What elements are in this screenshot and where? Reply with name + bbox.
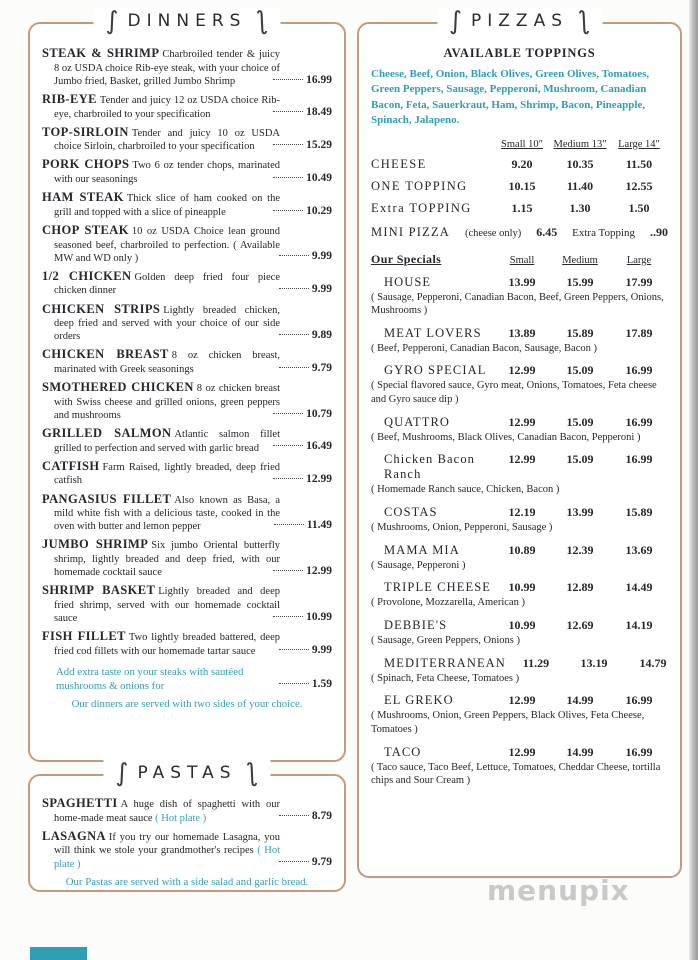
menu-item bbox=[42, 223, 332, 265]
menu-item-price: 12.99 bbox=[273, 564, 332, 578]
menu-item bbox=[42, 347, 332, 376]
menu-item-desc: Charbroiled tender & juicy 8 oz USDA choice Rib-eye steak, with your choice of Jumbo fried, Basket, grilled Jumbo Shrimp bbox=[54, 49, 280, 87]
scan-artifact-bottom-left bbox=[30, 947, 87, 960]
pizza-special bbox=[371, 656, 668, 686]
menu-item-price: 16.49 bbox=[273, 439, 332, 453]
flourish-icon bbox=[449, 8, 462, 33]
pizza-special-price-medium: 12.39 bbox=[566, 542, 594, 557]
menu-item bbox=[42, 583, 332, 625]
pizza-special-toppings: ( Sausage, Pepperoni, Canadian Bacon, Beef, Green Peppers, Onions, Mushrooms ) bbox=[371, 291, 664, 317]
menu-item-desc: Lightly breaded and deep fried shrimp, served with our homemade cocktail sauce bbox=[54, 586, 280, 624]
pizza-special-toppings: ( Taco sauce, Taco Beef, Lettuce, Tomatoes, Cheddar Cheese, tortilla chips and Sour Cream ) bbox=[371, 761, 661, 787]
pizza-special-price-small: 13.99 bbox=[508, 274, 536, 289]
pizza-price-small: 1.15 bbox=[511, 200, 533, 215]
pizza-special-price-large: 16.99 bbox=[625, 414, 653, 429]
pizza-special-row bbox=[371, 363, 668, 378]
pizza-special-name: DEBBIE'S bbox=[384, 617, 448, 632]
pizza-special-name: TACO bbox=[384, 744, 422, 759]
menu-item-name: SMOTHERED CHICKEN bbox=[42, 380, 194, 395]
menu-item-name: CHOP STEAK bbox=[42, 222, 129, 237]
pizza-special bbox=[371, 275, 668, 318]
pizza-special-price-large: 14.79 bbox=[639, 655, 667, 670]
pizza-special-name: EL GREKO bbox=[384, 693, 454, 708]
menu-item-name: TOP-SIRLOIN bbox=[42, 124, 129, 139]
menu-item-desc: A huge dish of spaghetti with our home-made meat sauce bbox=[54, 799, 280, 824]
pizza-special-row bbox=[371, 656, 668, 671]
pastas-items bbox=[42, 796, 332, 871]
pizza-special-price-large: 16.99 bbox=[625, 744, 653, 759]
size-header-small: Small 10" bbox=[501, 138, 543, 150]
menu-item-price: 11.49 bbox=[274, 518, 332, 532]
pastas-note: Our Pastas are served with a side salad and garlic bread. bbox=[65, 875, 309, 888]
pizza-special-price-medium: 15.99 bbox=[566, 274, 594, 289]
flourish-icon bbox=[106, 8, 119, 33]
pizza-special-price-large: 14.49 bbox=[625, 580, 653, 595]
pizza-special-price-medium: 15.09 bbox=[566, 414, 594, 429]
pizza-special-name: Chicken Bacon Ranch bbox=[384, 452, 476, 482]
menu-item-desc: 8 oz chicken breast with Swiss cheese and grilled onions, green peppers and mushrooms bbox=[54, 383, 280, 421]
pizza-special-name: TRIPLE CHEESE bbox=[384, 580, 492, 595]
pizza-special-name: COSTAS bbox=[384, 505, 438, 520]
pizza-base-rows bbox=[371, 157, 668, 216]
menu-item-name: SHRIMP BASKET bbox=[42, 583, 156, 598]
pizza-price-medium: 11.40 bbox=[566, 178, 594, 193]
menu-item-name: GRILLED SALMON bbox=[42, 426, 172, 440]
menu-item-price: 12.99 bbox=[273, 472, 332, 486]
pizza-special-name: QUATTRO bbox=[384, 414, 451, 429]
pizza-row-label: CHEESE bbox=[371, 156, 427, 171]
menu-item-price: 9.89 bbox=[279, 328, 332, 342]
menu-item-name: RIB-EYE bbox=[42, 91, 97, 106]
menu-item-name: 1/2 CHICKEN bbox=[42, 268, 132, 283]
menu-item bbox=[42, 537, 332, 579]
dinners-title bbox=[94, 8, 281, 33]
menu-item-desc: Also known as Basa, a mild white fish with a delicious taste, cooked in the oven with butter and lemon pepper bbox=[54, 494, 280, 533]
mini-pizza-label: MINI PIZZA bbox=[371, 224, 451, 239]
pastas-title bbox=[103, 760, 270, 785]
menu-item-name: JUMBO SHRIMP bbox=[42, 537, 149, 552]
menu-item-desc: If you try our homemade Lasagna, you will think we stole your grandmother's recipes bbox=[54, 831, 280, 857]
menu-item-name: CATFISH bbox=[42, 458, 100, 473]
flourish-icon bbox=[577, 8, 590, 33]
menu-item-desc: Two 6 oz tender chops, marinated with our seasonings bbox=[54, 160, 280, 185]
pizza-special-price-large: 16.99 bbox=[625, 452, 653, 467]
flourish-icon bbox=[255, 8, 268, 33]
menu-item-name: CHICKEN BREAST bbox=[42, 347, 169, 362]
size-header-medium: Medium 13" bbox=[553, 138, 607, 150]
dinners-sides-note: Our dinners are served with two sides of your choice. bbox=[71, 697, 303, 710]
pizza-special bbox=[371, 505, 668, 535]
pizza-price-row bbox=[371, 157, 668, 172]
pizza-special bbox=[371, 415, 668, 445]
menu-item-price: 16.99 bbox=[273, 73, 332, 87]
menu-item-name: PORK CHOPS bbox=[42, 157, 130, 172]
dinners-extra-note-price: 1.59 bbox=[279, 677, 332, 692]
menu-item-price: 18.49 bbox=[273, 105, 332, 119]
specials-header-label: Our Specials bbox=[371, 251, 442, 266]
pizza-special-row bbox=[371, 275, 668, 290]
pizza-special-toppings: ( Special flavored sauce, Gyro meat, Onions, Tomatoes, Feta cheese and Gyro sauce dip ) bbox=[371, 380, 657, 406]
pizza-special bbox=[371, 326, 668, 356]
pizza-special-price-small: 12.99 bbox=[508, 452, 536, 467]
pizza-price-row bbox=[371, 201, 668, 216]
pizza-special-price-small: 12.99 bbox=[508, 693, 536, 708]
pizza-special-name: HOUSE bbox=[384, 274, 432, 289]
menu-item-desc: Thick slice of ham cooked on the grill and topped with a slice of pineapple bbox=[54, 193, 280, 218]
pizzas-title bbox=[437, 8, 602, 33]
pizza-special-price-large: 17.89 bbox=[625, 325, 653, 340]
pizza-special-row bbox=[371, 618, 668, 633]
menu-item-price: 10.49 bbox=[273, 171, 332, 185]
menu-item-price: 10.99 bbox=[273, 610, 332, 624]
menu-item-desc: Tender and juicy 12 oz USDA choice Rib-eye, charbroiled to your specification bbox=[54, 94, 280, 120]
pizza-special-price-medium: 15.09 bbox=[566, 363, 594, 378]
pizza-special-name: MEDITERRANEAN bbox=[384, 655, 506, 670]
menu-item-desc: 10 oz USDA Choice lean ground seasoned beef, charbroiled to perfection. ( Available MW and WD only ) bbox=[54, 225, 281, 264]
menu-item bbox=[42, 46, 332, 88]
toppings-list: Cheese, Beef, Onion, Black Olives, Green Olives, Tomatoes, Green Peppers, Sausage, Pepperoni, Mushroom, Canadian Bacon, Feta, Sauerkraut, Ham, Shrimp, Bacon, Pineapple, Spinach, Jalapeno. bbox=[371, 68, 650, 127]
flourish-icon bbox=[115, 760, 128, 785]
pizza-special-price-medium: 14.99 bbox=[566, 744, 594, 759]
pizza-special-price-medium: 15.89 bbox=[566, 325, 594, 340]
menu-item-desc: Lightly breaded chicken, deep fried and served with your choice of our side orders bbox=[54, 304, 280, 343]
menu-item-name: LASAGNA bbox=[42, 828, 106, 843]
menu-item-price: 15.29 bbox=[273, 138, 332, 152]
specials-col-medium: Medium bbox=[562, 254, 598, 266]
pizza-special-price-medium: 12.89 bbox=[566, 580, 594, 595]
pizza-special-price-large: 14.19 bbox=[625, 617, 653, 632]
pizza-price-large: 1.50 bbox=[628, 200, 650, 215]
pizza-special bbox=[371, 693, 668, 736]
menu-item-price: 10.79 bbox=[273, 407, 332, 421]
menupix-watermark: menupix bbox=[487, 874, 630, 907]
menu-item-name: STEAK & SHRIMP bbox=[42, 46, 160, 60]
pizza-special-toppings: ( Sausage, Green Peppers, Onions ) bbox=[371, 634, 521, 646]
size-header-large: Large 14" bbox=[618, 138, 660, 150]
pizza-row-label: Extra TOPPING bbox=[371, 200, 472, 215]
dinners-extra-note bbox=[42, 665, 332, 693]
pastas-section bbox=[28, 762, 346, 892]
menu-item bbox=[42, 302, 332, 344]
pizza-special-price-medium: 13.99 bbox=[566, 505, 594, 520]
specials-col-small: Small bbox=[509, 254, 535, 266]
pizza-special-price-small: 12.99 bbox=[508, 414, 536, 429]
pizza-special bbox=[371, 580, 668, 610]
menu-item-price: 9.99 bbox=[279, 282, 332, 296]
pizza-special-price-small: 12.99 bbox=[508, 363, 536, 378]
menu-item bbox=[42, 629, 332, 658]
menu-item bbox=[42, 380, 332, 422]
dinners-extra-note-text: Add extra taste on your steaks with sautéed mushrooms & onions for bbox=[56, 665, 244, 692]
menu-item-price: 8.79 bbox=[279, 809, 332, 823]
pizza-special bbox=[371, 618, 668, 648]
pizza-special-price-large: 16.99 bbox=[625, 363, 653, 378]
pizza-special-row bbox=[371, 543, 668, 558]
pizza-special-price-medium: 13.19 bbox=[580, 655, 608, 670]
pizza-special-row bbox=[371, 745, 668, 760]
menu-item-price: 9.99 bbox=[279, 249, 332, 263]
pizza-special-price-small: 12.99 bbox=[508, 744, 536, 759]
pizza-special bbox=[371, 745, 668, 788]
scan-edge-right bbox=[689, 0, 698, 960]
flourish-icon bbox=[246, 760, 259, 785]
pizza-special-toppings: ( Mushrooms, Onion, Green Peppers, Black Olives, Feta Cheese, Tomatoes ) bbox=[371, 710, 645, 735]
mini-pizza-price: 6.45 bbox=[536, 224, 558, 239]
pizza-special-name: MAMA MIA bbox=[384, 542, 460, 557]
pizza-special-toppings: ( Sausage, Pepperoni ) bbox=[371, 559, 466, 571]
menu-item bbox=[42, 269, 332, 298]
menu-item-name: SPAGHETTI bbox=[42, 796, 118, 810]
pizza-special bbox=[371, 452, 668, 497]
pizza-special-price-small: 13.89 bbox=[508, 325, 536, 340]
menu-item-desc: Atlantic salmon fillet grilled to perfection and served with garlic bread bbox=[54, 429, 280, 454]
menu-item-desc: Tender and juicy 10 oz USDA choice Sirloin, charbroiled to your specification bbox=[54, 127, 280, 153]
pizza-row-label: ONE TOPPING bbox=[371, 178, 468, 193]
pizza-special-price-small: 11.29 bbox=[522, 655, 550, 670]
pizza-special-price-small: 10.99 bbox=[508, 580, 536, 595]
menu-item-name: FISH FILLET bbox=[42, 629, 126, 644]
pizza-special-name: MEAT LOVERS bbox=[384, 325, 482, 340]
pizza-special-toppings: ( Beef, Mushrooms, Black Olives, Canadian Bacon, Pepperoni ) bbox=[371, 431, 641, 443]
menu-item-desc: Six jumbo Oriental butterfly shrimp, lightly breaded and deep fried, with our homemade cocktail sauce bbox=[54, 540, 280, 579]
pizza-special-price-large: 13.69 bbox=[625, 542, 653, 557]
menu-item bbox=[42, 190, 332, 219]
mini-pizza-extra-label: Extra Topping bbox=[572, 226, 636, 239]
pizza-special-toppings: ( Provolone, Mozzarella, American ) bbox=[371, 597, 525, 609]
pizza-size-header-row bbox=[371, 139, 668, 150]
pizzas-section bbox=[357, 10, 682, 878]
menu-item bbox=[42, 829, 332, 871]
pizza-special-price-large: 17.99 bbox=[625, 274, 653, 289]
pizza-specials-list bbox=[371, 275, 668, 788]
menu-item-desc: Farm Raised, lightly breaded, deep fried catfish bbox=[54, 461, 280, 487]
menu-item-name: HAM STEAK bbox=[42, 190, 124, 205]
pizza-price-large: 11.50 bbox=[625, 156, 653, 171]
pizza-special-name: GYRO SPECIAL bbox=[384, 363, 487, 378]
pizza-special-toppings: ( Beef, Pepperoni, Canadian Bacon, Sausage, Bacon ) bbox=[371, 342, 597, 354]
pizza-special-price-small: 12.19 bbox=[508, 505, 536, 520]
pizza-special bbox=[371, 363, 668, 406]
pizza-price-small: 9.20 bbox=[511, 156, 533, 171]
specials-header-row bbox=[371, 252, 668, 267]
pizza-special-toppings: ( Homemade Ranch sauce, Chicken, Bacon ) bbox=[371, 484, 560, 496]
menu-item bbox=[42, 125, 332, 154]
menu-item bbox=[42, 796, 332, 825]
mini-pizza-row bbox=[371, 225, 668, 240]
menu-item-name: CHICKEN STRIPS bbox=[42, 301, 161, 316]
mini-pizza-note: (cheese only) bbox=[464, 227, 522, 239]
pizza-special-price-medium: 12.69 bbox=[566, 617, 594, 632]
pizza-price-medium: 1.30 bbox=[569, 200, 591, 215]
pizza-special-price-large: 15.89 bbox=[625, 505, 653, 520]
menu-item-tag: ( Hot plate ) bbox=[155, 812, 207, 824]
pizza-special-price-small: 10.89 bbox=[508, 542, 536, 557]
pizza-special-price-medium: 15.09 bbox=[566, 452, 594, 467]
pizza-price-medium: 10.35 bbox=[566, 156, 594, 171]
menu-item-price: 10.29 bbox=[273, 204, 332, 218]
pizza-special-price-large: 16.99 bbox=[625, 693, 653, 708]
specials-col-large: Large bbox=[626, 254, 652, 266]
dinners-title-text: DINNERS bbox=[127, 10, 247, 31]
dinners-items bbox=[42, 46, 332, 658]
menu-item-price: 9.79 bbox=[279, 361, 332, 375]
pizzas-title-text: PIZZAS bbox=[471, 10, 568, 31]
menu-item-price: 9.79 bbox=[279, 855, 332, 869]
pizza-price-row bbox=[371, 179, 668, 194]
pizza-special-row bbox=[371, 326, 668, 341]
menu-item bbox=[42, 459, 332, 488]
menu-item-desc: 8 oz chicken breast, marinated with Greek seasonings bbox=[54, 350, 280, 375]
menu-item-price: 9.99 bbox=[279, 643, 332, 657]
menu-item-name: PANGASIUS FILLET bbox=[42, 491, 172, 506]
pizza-special-row bbox=[371, 452, 668, 482]
menu-item bbox=[42, 426, 332, 455]
pizza-special-toppings: ( Spinach, Feta Cheese, Tomatoes ) bbox=[371, 672, 520, 684]
pastas-title-text: PASTAS bbox=[137, 762, 237, 783]
menu-item-tag: ( Hot plate ) bbox=[54, 845, 280, 870]
menu-item bbox=[42, 157, 332, 186]
pizza-special-row bbox=[371, 693, 668, 708]
pizza-special-price-medium: 14.99 bbox=[566, 693, 594, 708]
menu-item-desc: Golden deep fried four piece chicken dinner bbox=[54, 271, 280, 297]
pizza-special bbox=[371, 543, 668, 573]
menu-item bbox=[42, 92, 332, 121]
mini-pizza-extra-price: ..90 bbox=[649, 224, 668, 239]
pizza-special-row bbox=[371, 415, 668, 430]
pizza-special-toppings: ( Mushrooms, Onion, Pepperoni, Sausage ) bbox=[371, 522, 553, 534]
dinners-section bbox=[28, 10, 346, 762]
menu-item-desc: Two lightly breaded battered, deep fried cod fillets with our homemade tartar sauce bbox=[54, 632, 280, 657]
menu-item bbox=[42, 492, 332, 534]
available-toppings-heading: AVAILABLE TOPPINGS bbox=[443, 46, 596, 60]
pizza-special-row bbox=[371, 505, 668, 520]
pizza-special-price-small: 10.99 bbox=[508, 617, 536, 632]
pizza-price-small: 10.15 bbox=[508, 178, 536, 193]
pizza-price-large: 12.55 bbox=[625, 178, 653, 193]
pizza-special-row bbox=[371, 580, 668, 595]
